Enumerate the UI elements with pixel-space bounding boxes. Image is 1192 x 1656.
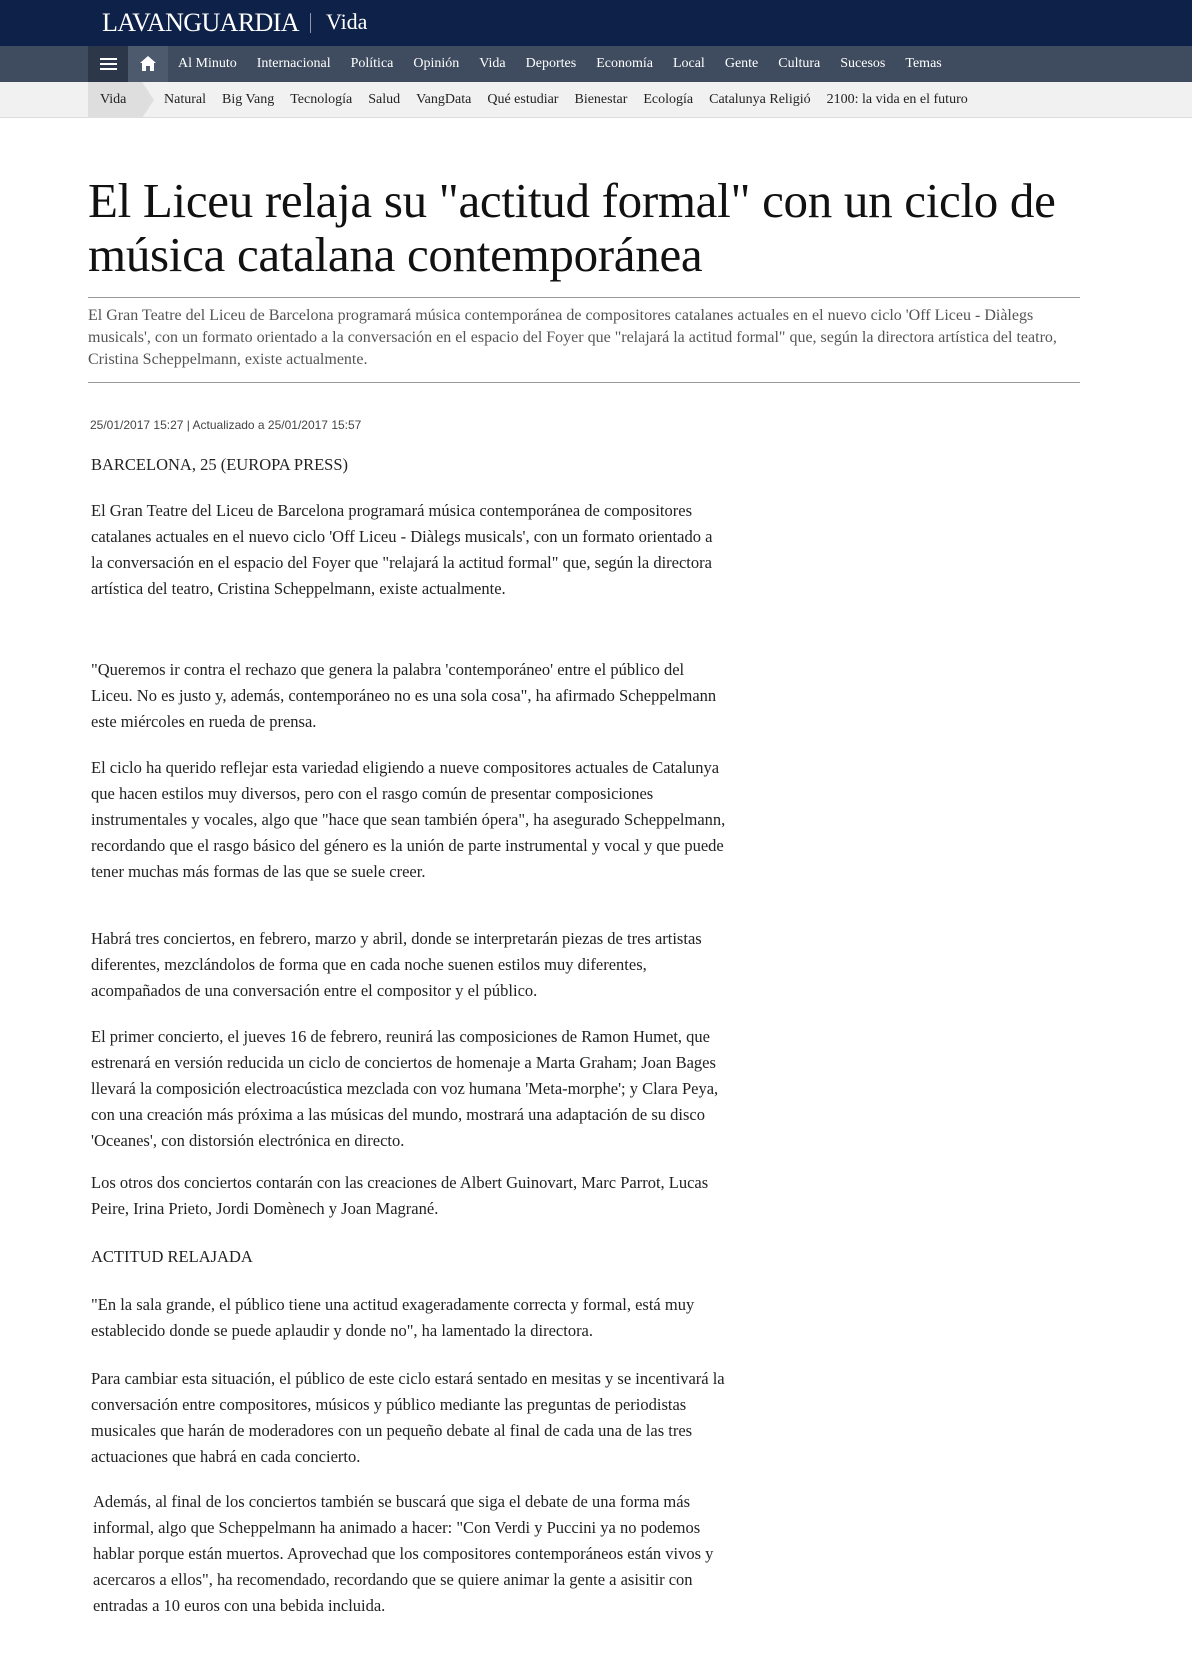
nav-item-internacional[interactable]: Internacional [256, 56, 331, 71]
article-paragraph: Para cambiar esta situación, el público de este ciclo estará sentado en mesitas y se incentivará la conversación entre compositores, músicos y público mediante las preguntas de periodistas musicales que harán de moderadores con un pequeño debate al final de cada una de las tres actuaciones que habrá en cada concierto. [91, 1369, 725, 1466]
site-logo[interactable]: LAVANGUARDIA [102, 8, 299, 37]
nav-item-temas[interactable]: Temas [905, 56, 942, 71]
nav-item-deportes[interactable]: Deportes [525, 56, 577, 71]
article-paragraph: "En la sala grande, el público tiene una actitud exageradamente correcta y formal, está muy establecido donde se puede aplaudir y donde no", ha lamentado la directora. [91, 1295, 695, 1340]
subnav-item-que-estudiar[interactable]: Qué estudiar [487, 92, 559, 107]
nav-item-politica[interactable]: Política [350, 56, 394, 71]
headline-divider [88, 297, 1080, 298]
nav-item-local[interactable]: Local [672, 56, 705, 71]
subnav-item-vangdata[interactable]: VangData [416, 92, 472, 107]
menu-button[interactable] [88, 46, 128, 82]
lead-divider [88, 382, 1080, 383]
subnav-item-bienestar[interactable]: Bienestar [574, 92, 628, 107]
menu-icon [100, 63, 117, 65]
article-paragraph: "Queremos ir contra el rechazo que genera la palabra 'contemporáneo' entre el público del Liceu. No es justo y, además, contemporáneo no es una sola cosa", ha afirmado Scheppelmann este miércoles en rueda de prensa. [91, 660, 717, 731]
article-paragraph: Los otros dos conciertos contarán con las creaciones de Albert Guinovart, Marc Parrot, Lucas Peire, Irina Prieto, Jordi Domènech y Joan Magrané. [91, 1173, 709, 1218]
article-byline: BARCELONA, 25 (EUROPA PRESS) [91, 455, 349, 474]
article-headline: El Liceu relaja su "actitud formal" con un ciclo de música catalana contemporánea [88, 173, 1056, 282]
nav-item-sucesos[interactable]: Sucesos [840, 56, 886, 71]
nav-item-opinion[interactable]: Opinión [413, 56, 460, 71]
subnav-item-salud[interactable]: Salud [368, 92, 401, 107]
subnav-item-tecnologia[interactable]: Tecnología [290, 92, 353, 107]
sub-nav [0, 82, 1192, 118]
home-icon [128, 46, 168, 82]
subnav-active-section[interactable]: Vida [88, 82, 142, 118]
top-bar [0, 0, 1192, 46]
subnav-item-2100[interactable]: 2100: la vida en el futuro [826, 92, 968, 107]
subnav-item-catalunya-religio[interactable]: Catalunya Religió [709, 92, 811, 107]
article-paragraph: El Gran Teatre del Liceu de Barcelona programará música contemporánea de compositores catalanes actuales en el nuevo ciclo 'Off Liceu - Diàlegs musicals', con un formato orientado a la conversación en el espacio del Foyer que "relajará la actitud formal" que, según la directora artística del teatro, Cristina Scheppelmann, existe actualmente. [91, 501, 713, 598]
nav-item-al-minuto[interactable]: Al Minuto [178, 56, 237, 71]
article-dateline: 25/01/2017 15:27 | Actualizado a 25/01/2017 15:57 [90, 418, 362, 432]
logo-divider [310, 13, 311, 33]
nav-item-vida[interactable]: Vida [479, 56, 506, 71]
article-paragraph: El ciclo ha querido reflejar esta variedad eligiendo a nueve compositores actuales de Catalunya que hacen estilos muy diversos, pero con el rasgo común de presentar composiciones instrumentales y vocales, algo que "hace que sean también ópera", ha asegurado Scheppelmann, recordando que el rasgo básico del género es la unión de parte instrumental y vocal y que puede tener muchas más formas de las que se suele creer. [91, 758, 726, 881]
article-lead: El Gran Teatre del Liceu de Barcelona programará música contemporánea de compositores catalanes actuales en el nuevo ciclo 'Off Liceu - Diàlegs musicals', con un formato orientado a la conversación en el espacio del Foyer que "relajará la actitud formal" que, según la directora artística del teatro, Cristina Scheppelmann, existe actualmente. [88, 307, 1057, 368]
section-title[interactable]: Vida [326, 9, 368, 34]
article-paragraph: Además, al final de los conciertos también se buscará que siga el debate de una forma más informal, algo que Scheppelmann ha animado a hacer: "Con Verdi y Puccini ya no podemos hablar porque están muertos. Aprovechad que los compositores contemporáneos están vivos y acercaros a ellos", ha recomendado, recordando que se quiere animar la gente a asisitir con entradas a 10 euros con una bebida incluida. [93, 1492, 714, 1615]
article-paragraph: El primer concierto, el jueves 16 de febrero, reunirá las composiciones de Ramon Humet, que estrenará en versión reducida un ciclo de conciertos de homenaje a Marta Graham; Joan Bages llevará la composición electroacústica mezclada con voz humana 'Meta-morphe'; y Clara Peya, con una creación más próxima a las músicas del mundo, mostrará una adaptación de su disco 'Oceanes', con distorsión electrónica en directo. [91, 1027, 719, 1150]
nav-item-gente[interactable]: Gente [724, 56, 759, 71]
nav-item-cultura[interactable]: Cultura [778, 56, 821, 71]
subnav-arrow [142, 82, 154, 118]
menu-icon [100, 58, 117, 60]
subnav-item-natural[interactable]: Natural [164, 92, 206, 107]
subnav-item-big-vang[interactable]: Big Vang [221, 92, 275, 107]
menu-icon [100, 68, 117, 70]
article-paragraph: Habrá tres conciertos, en febrero, marzo y abril, donde se interpretarán piezas de tres artistas diferentes, mezclándolos de forma que en cada noche suenen estilos muy diferentes, acompañados de una conversación entre el compositor y el público. [91, 929, 702, 1000]
main-nav [0, 46, 1192, 82]
subnav-item-ecologia[interactable]: Ecología [643, 92, 694, 107]
nav-item-economia[interactable]: Economía [596, 56, 653, 71]
home-button[interactable] [128, 46, 168, 82]
article-subheading: ACTITUD RELAJADA [91, 1247, 253, 1266]
